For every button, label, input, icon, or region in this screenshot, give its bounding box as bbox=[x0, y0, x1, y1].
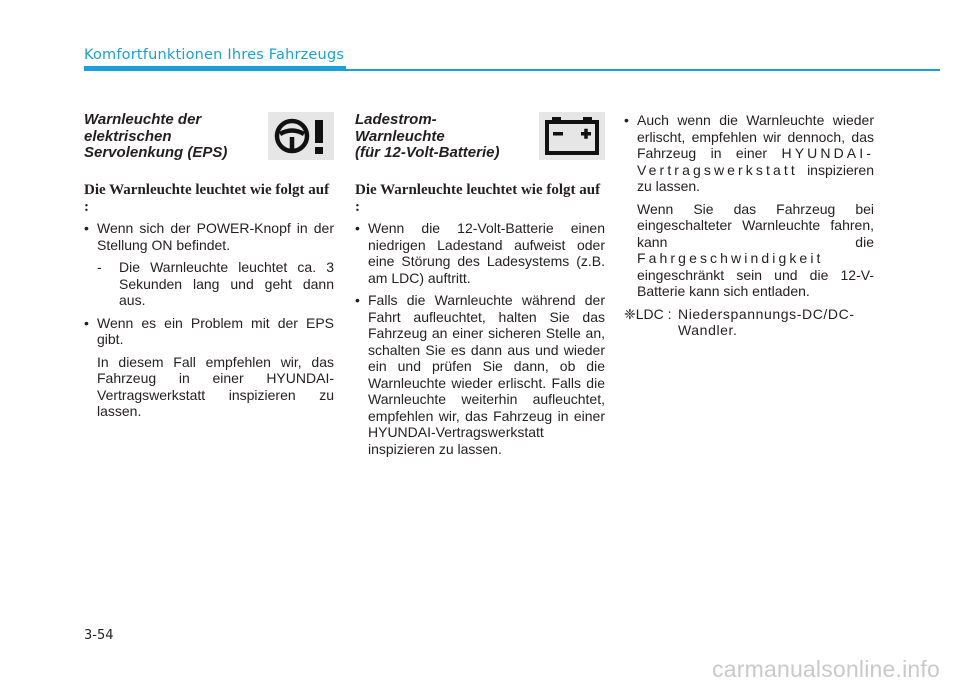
bullet: • bbox=[355, 220, 360, 236]
header-rule-thin bbox=[346, 69, 940, 71]
paragraph: Wenn Sie das Fahrzeug bei eingeschalteter Warnleuchte fahren, kann die Fahrgeschwindigkeit eingeschränkt sein und die 12-V-Batterie kann sich entladen. bbox=[637, 200, 874, 299]
list-item: • Wenn die 12-Volt-Batterie einen niedrigen Ladestand aufweist oder eine Störung des Ladesystems (z.B. am LDC) auftritt. bbox=[355, 220, 605, 286]
footnote-label: ❈LDC : bbox=[624, 305, 672, 322]
steering-warning-icon bbox=[268, 112, 334, 160]
header-rule-thick bbox=[84, 66, 346, 71]
list-item: • Falls die Warnleuchte während der Fahrt aufleuchtet, halten Sie das Fahrzeug an einer sicheren Stelle an, schalten Sie es dann aus und wieder ein und prüfen Sie dann, ob die Warnleuchte wieder erlischt. Falls die Warnleuchte weiterhin aufleuchtet, empfehlen wir, das Fahrzeug in einer HYUNDAI-Vertragswerkstatt inspizieren zu lassen. bbox=[355, 292, 605, 457]
bullet: • bbox=[84, 220, 89, 236]
column-eps bbox=[84, 112, 334, 426]
column-continued bbox=[624, 112, 874, 339]
list-item: • Auch wenn die Warnleuchte wieder erlischt, empfehlen wir dennoch, das Fahrzeug in einer HYUNDAI-Vertragswerkstatt inspizieren zu lassen. bbox=[624, 112, 875, 194]
charging-heading-block bbox=[355, 112, 605, 174]
dash: - bbox=[97, 259, 102, 275]
battery-icon bbox=[539, 112, 605, 160]
list-item: • Wenn es ein Problem mit der EPS gibt. bbox=[84, 314, 334, 347]
section-title: Komfortfunktionen Ihres Fahrzeugs bbox=[84, 47, 345, 63]
charging-heading: Ladestrom- Warnleuchte (für 12-Volt-Batterie) bbox=[355, 111, 500, 161]
column-charging bbox=[355, 112, 605, 463]
eps-subheading: Die Warnleuchte leuchtet wie folgt auf : bbox=[84, 182, 330, 215]
paragraph: In diesem Fall empfehlen wir, das Fahrzeug in einer HYUNDAI-Vertragswerkstatt inspizieren zu lassen. bbox=[97, 353, 334, 419]
page-number: 3-54 bbox=[84, 628, 114, 643]
footnote-text: Niederspannungs-DC/DC-Wandler. bbox=[678, 305, 855, 338]
section-header bbox=[84, 46, 344, 64]
bullet: • bbox=[84, 314, 89, 331]
sub-list-item: - Die Warnleuchte leuchtet ca. 3 Sekunden lang und geht dann aus. bbox=[97, 259, 334, 308]
eps-heading-block bbox=[84, 112, 334, 174]
bullet: • bbox=[355, 292, 360, 308]
charging-subheading: Die Warnleuchte leuchtet wie folgt auf : bbox=[355, 182, 601, 215]
footnote bbox=[624, 306, 874, 339]
watermark: carmanualsonline.info bbox=[712, 656, 940, 682]
bullet: • bbox=[624, 112, 629, 128]
eps-heading: Warnleuchte der elektrischen Servolenkung (EPS) bbox=[84, 111, 228, 161]
list-item: • Wenn sich der POWER-Knopf in der Stellung ON befindet. bbox=[84, 220, 334, 253]
